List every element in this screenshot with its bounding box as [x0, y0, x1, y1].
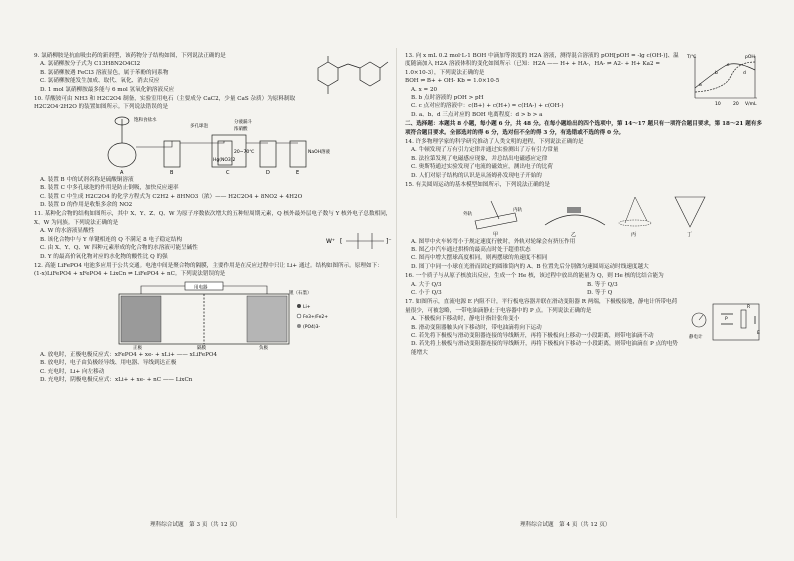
question-12-battery-figure: [99, 280, 329, 350]
fig10-label-bubbler: 多孔球泡: [190, 123, 208, 129]
question-13-option-a: A. x = 20: [411, 86, 438, 93]
question-14: [405, 138, 765, 180]
question-15-option-b: B. 图乙中汽车通过拱桥的最高点时处于超重状态: [411, 246, 531, 253]
fig15-label-ding: 丁: [687, 231, 693, 237]
fig13-label-t: T/℃: [687, 55, 697, 60]
question-9-option-c: C. 氯硝柳胺能发生加成、取代、氧化、消去反应: [40, 78, 160, 85]
fig10-label-nitric: 浓硝酸: [234, 126, 248, 132]
question-10-option-b: B. 装置 C 中多孔球泡的作用是防止倒吸，加快反应速率: [40, 185, 179, 192]
question-12-stem: 12. 高能 LiFePO4 电池多应用于公共交通。电池中间是聚合物的隔膜，主要作用是在反应过程中只让 Li+ 通过。结构如图所示。原理如下：: [34, 262, 383, 269]
question-11-structure-figure: [324, 227, 394, 253]
svg-text:W⁺: W⁺: [326, 238, 336, 246]
fig10-label-funnel: 分液漏斗: [234, 119, 252, 125]
fig15-label-inner: 内轨: [513, 207, 522, 213]
fig15-label-jia: 甲: [493, 231, 499, 237]
question-10-stem: 10. 草酸铵可由 NH3 和 H2C2O4 制备，实验室用电石（主要成分 CaC2，少量 CaS 杂质）为原料制取 H2C2O4·2H2O 的装置如图所示。下列说法错误的是: [34, 96, 296, 111]
question-15-stem: 15. 有关圆周运动的基本模型如图所示，下列说法正确的是: [405, 182, 550, 189]
fig15-label-yi: 乙: [571, 231, 577, 237]
question-17-option-b: B. 滑动变阻器触头向下移动时，带电油滴将向下运动: [411, 324, 542, 331]
question-16-options-row-2: [405, 289, 765, 297]
fig13-label-v: V/mL: [745, 102, 757, 107]
question-16-option-c: C. 小于 Q/3: [411, 289, 442, 296]
fig12-label-fe: Fe3+/Fe2+: [303, 314, 329, 320]
question-16-option-a: A. 大于 Q/3: [411, 281, 442, 288]
fig17-label-electrometer: 静电计: [689, 335, 703, 341]
question-9-option-a: A. 氯硝柳胺分子式为 C13H8N2O4Cl2: [40, 61, 141, 68]
fig13-label-b: b: [715, 71, 718, 76]
left-page: [34, 52, 394, 385]
fig13-label-c: c: [727, 63, 730, 68]
fig12-label-cathode: 正极: [133, 345, 142, 350]
question-16-option-d: D. 等于 Q: [587, 289, 613, 296]
question-14-option-d: D. 人们对原子结构的认识是从汤姆孙发现电子开始的: [411, 172, 542, 179]
fig10-label-hg: Hg(NO3)2: [213, 157, 236, 163]
fig12-label-load: 用电器: [194, 285, 208, 291]
question-15: [405, 181, 765, 271]
fig13-label-d: d: [743, 71, 746, 76]
question-16-options-row-1: [405, 281, 765, 289]
section-2-heading: 二、选择题：本题共 8 小题，每小题 6 分，共 48 分。在每小题给出的四个选项中，第 14～17 题只有一项符合题目要求，第 18～21 题有多项符合题目要求。全部选对的得 6 分，选对但不全的得 3 分，有选错或不选的得 0 分。: [405, 121, 763, 136]
question-17-circuit-figure: [685, 298, 765, 346]
question-16: [405, 272, 765, 297]
question-17-option-d: D. 若先将上极板与滑动变阻器连接的导线断开，再将下极板向下移动一小段距离，则带电油滴在 P 点的电势能增大: [411, 341, 678, 356]
question-10-option-c: C. 装置 C 中生成 H2C2O4 的化学方程式为 C2H2 + 8HNO3（浓）—— H2C2O4 + 8NO2 + 4H2O: [40, 193, 303, 200]
svg-text:]⁻: ]⁻: [386, 238, 392, 246]
fig12-label-li: Li+: [303, 304, 311, 310]
fig10-label-a: A: [120, 169, 124, 175]
right-page: [405, 52, 765, 358]
fig17-label-e: E: [757, 331, 760, 337]
question-12: [34, 262, 394, 384]
right-page-footer: 理科综合试题 第 4 页（共 12 页）: [520, 522, 611, 528]
question-15-models-figure: [455, 191, 715, 237]
fig17-label-p: P: [725, 317, 728, 323]
question-17: [405, 298, 765, 357]
fig10-label-c: C: [226, 169, 230, 175]
question-11-stem: 11. 某种化合物的结构如图所示，其中 X、Y、Z、Q、W 为原子序数依次增大的五种短周期元素，Q 核外最外层电子数与 Y 核外电子总数相同，X、W 为同族。下列说法正确的是: [34, 211, 392, 226]
question-11: [34, 210, 394, 260]
question-15-option-c: C. 图丙中增大摆球高度相同，则两摆球的角速度不相同: [411, 255, 548, 262]
question-10-option-a: A. 装置 B 中的试剂名称是硫酸铜溶液: [40, 176, 134, 183]
fig10-label-temp: 20~70℃: [234, 149, 255, 155]
question-14-option-a: A. 牛顿发现了万有引力定律并通过实验测出了万有引力常量: [411, 147, 559, 154]
fig10-label-brine: 饱和食盐水: [134, 117, 157, 123]
question-15-option-d: D. 图丁中同一小球在光滑而固定的圆锥筒内的 A、B 位置先后分别做匀速圆周运动时线速度越大: [411, 263, 649, 270]
question-13: [405, 52, 765, 119]
question-17-option-c: C. 若先将下极板与滑动变阻器连接的导线断开，再将下极板向上移动一小段距离，则带电油滴不动: [411, 332, 654, 339]
fig12-label-lithium: 锂（石墨）: [289, 290, 312, 296]
question-14-option-c: C. 奥斯特通过实验发现了电流的磁效应，测出电子的比荷: [411, 164, 553, 171]
fig10-label-d: D: [266, 169, 270, 175]
question-13-stem: 13. 向 x mL 0.2 mol·L-1 BOH 中滴加等浓度的 H2A 溶液，测得混合溶液的 pOH[pOH = -lg c(OH-)]、温度随滴加入 H2A 溶液体积的变化如图所示（已知：H2A —— H+ + HA-，HA- ⇌ A2- + H+ Ka2 = 1.0×10-3），下列说法正确的是: [405, 53, 679, 76]
fig15-label-bing: 丙: [631, 231, 637, 237]
fig13-label-10: 10: [715, 102, 721, 107]
fig13-label-20: 20: [733, 102, 739, 107]
question-12-option-d: D. 充电时，阴极电极反应式：xLi+ + xe- + nC —— LixCn: [40, 376, 193, 383]
fig13-label-poh: pOH: [745, 55, 755, 60]
fig10-label-naoh: NaOH溶液: [308, 149, 331, 155]
question-17-option-a: A. 下极板向下移动时，静电计指针张角变小: [411, 316, 520, 323]
question-9: [34, 52, 394, 94]
question-11-option-c: C. 由 X、Y、Q、W 四种元素形成的化合物的水溶液可能呈碱性: [40, 245, 198, 252]
question-9-option-b: B. 氯硝柳胺遇 FeCl3 溶液显色，属于苯酚的同系物: [40, 69, 169, 76]
question-15-option-a: A. 图甲中火车转弯小于规定速度行驶时，外轨对轮缘会有挤压作用: [411, 238, 576, 245]
question-12-option-a: A. 放电时，正极电极反应式：xFePO4 + xe- + xLi+ —— xLiFePO4: [40, 351, 218, 358]
question-12-option-b: B. 放电时，电子由负极经导线、用电器、导线到达正极: [40, 360, 177, 367]
question-16-stem: 16. 一个质子与从原子核放出反应，生成一个 He 核，该过程中放出的能量为 Q，则 He 核的比结合能为: [405, 273, 664, 280]
svg-text:[: [: [340, 238, 343, 246]
fig17-label-r: R: [747, 305, 751, 311]
fig13-label-a: a: [699, 83, 702, 88]
question-13-option-c: C. c 点对应的溶液中：c(B+) + c(H+) = c(HA-) + c(OH-): [411, 103, 564, 110]
question-17-stem: 17. 如图所示，直流电源 E 内阻不计，平行板电容器并联在滑动变阻器 R 两端，下极板接地，静电计所带电荷量很少，可被忽略，一带电油滴静止于电容器中的 P 点。下列说法正确的是: [405, 299, 678, 314]
fig10-label-e: E: [296, 169, 300, 175]
question-14-option-b: B. 法拉第发现了电磁感应现象，并总结出电磁感应定律: [411, 155, 548, 162]
question-13-option-d: D. a、b、d 三点对应的 BOH 电离程度：d > b > a: [411, 111, 543, 118]
question-13-graph-figure: [685, 52, 765, 108]
question-14-stem: 14. 许多物理学家的科学研究推动了人类文明的进程，下列说法正确的是: [405, 139, 584, 146]
fig12-label-anode: 负极: [259, 345, 268, 350]
question-11-option-d: D. Y 的最高价氧化物对应的水化物的酸性比 Q 的强: [40, 253, 168, 260]
question-9-structure-figure: [304, 52, 394, 100]
question-9-option-d: D. 1 mol 氯硝柳胺最多能与 6 mol 氢氧化钠溶液反应: [40, 86, 175, 93]
question-9-stem: 9. 氯硝柳胺是抗血吸虫药的新剂型，该药物分子结构如图，下列说法正确的是: [34, 53, 226, 59]
question-12-equation: (1-x)LiFePO4 + xFePO4 + LixCn ⇌ LiFePO4 + nC。下列说法错误的是: [34, 271, 226, 278]
page-divider: [396, 48, 397, 518]
question-10: [34, 95, 394, 209]
fig15-label-outer: 外轨: [463, 211, 472, 217]
question-13-line2: BOH ⇌ B+ + OH- Kb = 1.0×10-5: [405, 78, 500, 85]
left-page-footer: 理科综合试题 第 3 页（共 12 页）: [150, 522, 241, 528]
question-12-option-c: C. 充电时，Li+ 向左移动: [40, 368, 105, 375]
question-10-apparatus-figure: [94, 113, 334, 175]
question-11-option-b: B. 该化合物中与 Y 单键相连的 Q 不满足 8 电子稳定结构: [40, 236, 183, 243]
question-13-option-b: B. b 点时溶液的 pOH > pH: [411, 95, 484, 102]
question-11-option-a: A. W 的水溶液显酸性: [40, 228, 95, 235]
question-16-option-b: B. 等于 Q/3: [587, 281, 618, 288]
question-10-option-d: D. 装置 D 的作用是收集多余的 NO2: [40, 202, 133, 209]
fig12-label-separator: 隔膜: [197, 345, 206, 350]
fig10-label-b: B: [170, 169, 174, 175]
fig12-label-po4: (PO4)3-: [303, 324, 321, 330]
